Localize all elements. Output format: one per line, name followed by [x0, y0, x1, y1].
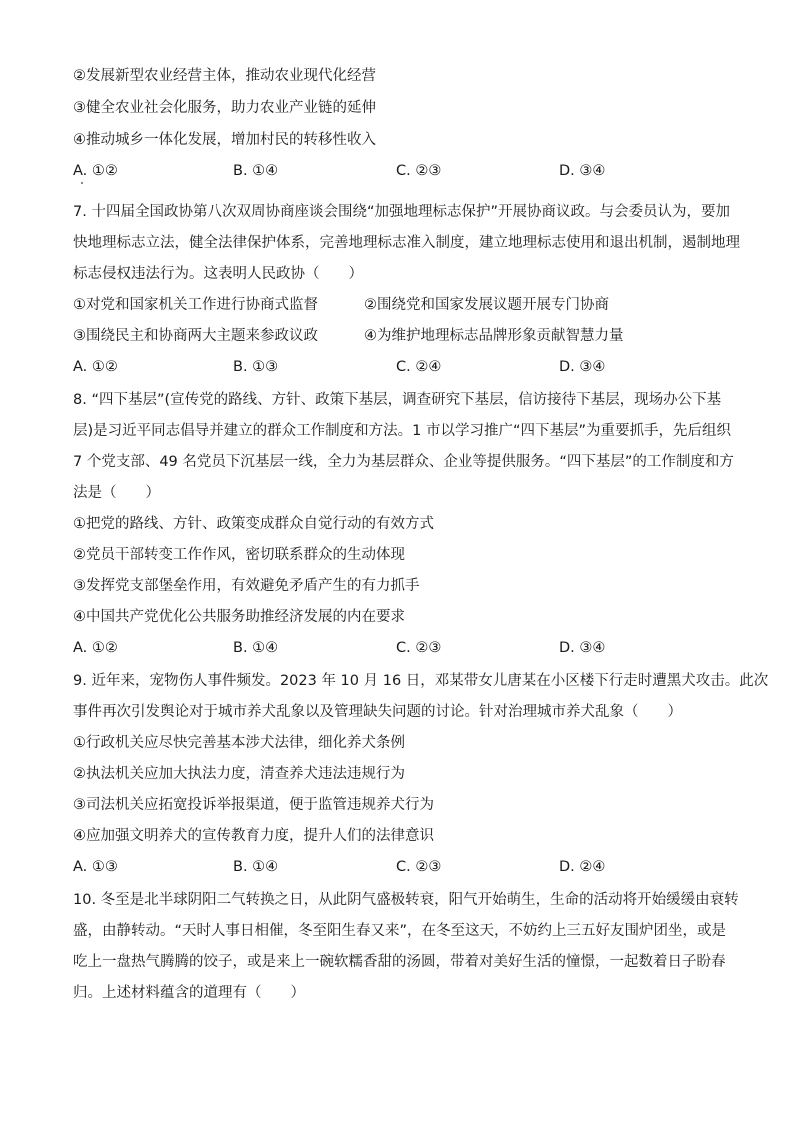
option-item: ②围绕党和国家发展议题开展专门协商 — [364, 297, 609, 313]
option-item: ④应加强文明养犬的宣传教育力度，提升人们的法律意识 — [73, 828, 434, 844]
option-item: ④为维护地理标志品牌形象贡献智慧力量 — [364, 328, 624, 344]
question-stem-line: 9. 近年来，宠物伤人事件频发。2023 年 10 月 16 日，邓某带女儿唐某在小区楼下行走时遭黑犬攻击。此次 — [73, 673, 769, 689]
option-item: ③司法机关应拓宽投诉举报渠道，便于监管违规养犬行为 — [73, 797, 434, 813]
option-row — [73, 326, 713, 346]
option-item: ③健全农业社会化服务，助力农业产业链的延伸 — [73, 100, 376, 116]
speck-mark — [81, 182, 83, 184]
choice-a: A. ①② — [73, 359, 118, 375]
choice-c: C. ②③ — [396, 640, 442, 656]
choice-c: C. ②④ — [396, 359, 442, 375]
choice-a: A. ①③ — [73, 859, 118, 875]
choice-b: B. ①④ — [233, 859, 279, 875]
question-stem-line: 事件再次引发舆论对于城市养犬乱象以及管理缺失问题的讨论。针对治理城市养犬乱象（ ） — [73, 704, 682, 720]
answer-choices — [73, 857, 713, 877]
option-row — [73, 295, 713, 315]
choice-d: D. ③④ — [559, 359, 606, 375]
option-item: ③发挥党支部堡垒作用，有效避免矛盾产生的有力抓手 — [73, 578, 420, 594]
choice-d: D. ③④ — [559, 640, 606, 656]
question-stem-line: 盛，由静转动。“天时人事日相催，冬至阳生春又来”，在冬至这天，不妨约上三五好友围炉团坐，或是 — [73, 923, 727, 939]
question-stem-line: 10. 冬至是北半球阴阳二气转换之日，从此阴气盛极转衰，阳气开始萌生，生命的活动将开始缓缓由衰转 — [73, 892, 739, 908]
choice-c: C. ②③ — [396, 859, 442, 875]
choice-b: B. ①③ — [233, 359, 279, 375]
question-stem-line: 归。上述材料蕴含的道理有（ ） — [73, 985, 305, 1001]
choice-c: C. ②③ — [396, 163, 442, 179]
question-stem-line: 法是（ ） — [73, 485, 160, 501]
question-stem-line: 8. “四下基层”(宣传党的路线、方针、政策下基层，调查研究下基层，信访接待下基层，现场办公下基 — [73, 392, 722, 408]
choice-d: D. ③④ — [559, 163, 606, 179]
answer-choices — [73, 357, 713, 377]
option-item: ②发展新型农业经营主体，推动农业现代化经营 — [73, 68, 376, 84]
option-item: ③围绕民主和协商两大主题来参政议政 — [73, 328, 318, 344]
question-stem-line: 标志侵权违法行为。这表明人民政协（ ） — [73, 266, 363, 282]
choice-b: B. ①④ — [233, 640, 279, 656]
choice-a: A. ①② — [73, 640, 118, 656]
option-item: ④推动城乡一体化发展，增加村民的转移性收入 — [73, 132, 376, 148]
option-item: ①对党和国家机关工作进行协商式监督 — [73, 297, 318, 313]
option-item: ②党员干部转变工作作风，密切联系群众的生动体现 — [73, 547, 405, 563]
option-item: ①把党的路线、方针、政策变成群众自觉行动的有效方式 — [73, 516, 434, 532]
option-item: ②执法机关应加大执法力度，清查养犬违法违规行为 — [73, 766, 405, 782]
choice-a: A. ①② — [73, 163, 118, 179]
question-stem-line: 7. 十四届全国政协第八次双周协商座谈会围绕“加强地理标志保护”开展协商议政。与会委员认为，要加 — [73, 204, 730, 220]
question-stem-line: 7 个党支部、49 名党员下沉基层一线，全力为基层群众、企业等提供服务。“四下基层”的工作制度和方 — [73, 454, 734, 470]
choice-b: B. ①④ — [233, 163, 279, 179]
question-stem-line: 吃上一盘热气腾腾的饺子，或是来上一碗软糯香甜的汤圆，带着对美好生活的憧憬，一起数着日子盼春 — [73, 954, 726, 970]
option-item: ④中国共产党优化公共服务助推经济发展的内在要求 — [73, 609, 405, 625]
answer-choices — [73, 638, 713, 658]
choice-d: D. ②④ — [559, 859, 606, 875]
option-item: ①行政机关应尽快完善基本涉犬法律，细化养犬条例 — [73, 735, 405, 751]
question-stem-line: 层)是习近平同志倡导并建立的群众工作制度和方法。1 市以学习推广“四下基层”为重要抓手，先后组织 — [73, 423, 732, 439]
answer-choices — [73, 161, 713, 181]
question-stem-line: 快地理标志立法，健全法律保护体系，完善地理标志准入制度，建立地理标志使用和退出机制，遏制地理 — [73, 235, 740, 251]
